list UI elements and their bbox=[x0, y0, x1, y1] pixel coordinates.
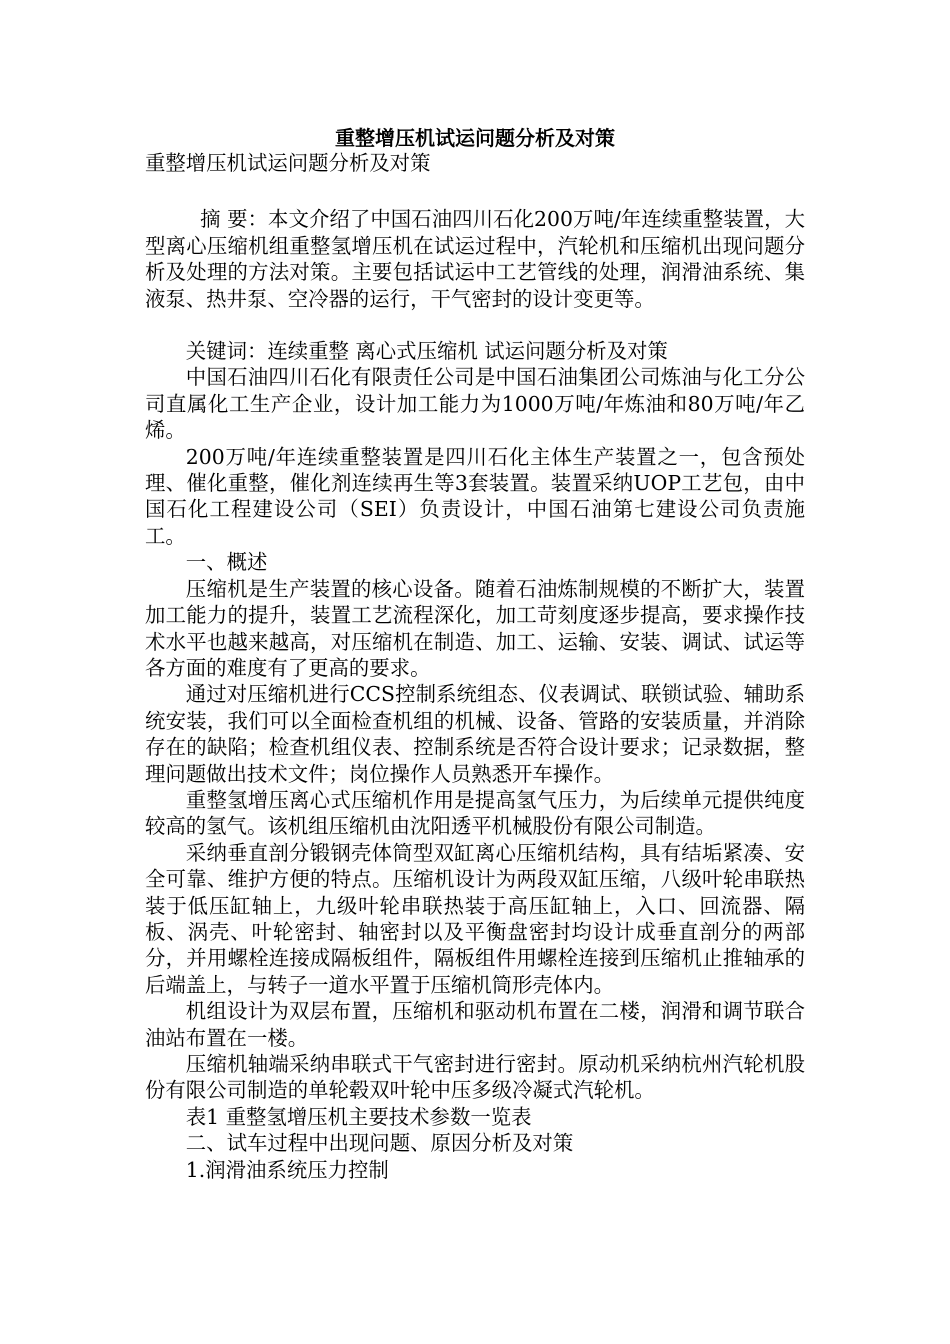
document-body bbox=[145, 150, 805, 1183]
body-paragraph: 机组设计为双层布置，压缩机和驱动机布置在二楼，润滑和调节联合油站布置在一楼。 bbox=[145, 999, 805, 1050]
document-title: 重整增压机试运问题分析及对策 bbox=[335, 126, 615, 150]
body-paragraph: 重整氢增压离心式压缩机作用是提高氢气压力，为后续单元提供纯度较高的氢气。该机组压缩机由沈阳透平机械股份有限公司制造。 bbox=[145, 787, 805, 839]
body-paragraph: 压缩机是生产装置的核心设备。随着石油炼制规模的不断扩大，装置加工能力的提升，装置工艺流程深化，加工苛刻度逐步提高，要求操作技术水平也越来越高，对压缩机在制造、加工、运输、安装、调试、试运等各方面的难度有了更高的要求。 bbox=[145, 576, 805, 680]
subsection-heading: 1.润滑油系统压力控制 bbox=[185, 1157, 389, 1182]
abstract-paragraph: 摘 要：本文介绍了中国石油四川石化200万吨/年连续重整装置，大型离心压缩机组重整氢增压机在试运过程中，汽轮机和压缩机出现问题分析及处理的方法对策。主要包括试运中工艺管线的处理，润滑油系统、集液泵、热井泵、空冷器的运行，干气密封的设计变更等。 bbox=[145, 207, 805, 311]
body-paragraph: 采纳垂直剖分锻钢壳体筒型双缸离心压缩机结构，具有结垢紧凑、安全可靠、维护方便的特点。压缩机设计为两段双缸压缩，八级叶轮串联热装于低压缸轴上，九级叶轮串联热装于高压缸轴上，入口、回流器、隔板、涡壳、叶轮密封、轴密封以及平衡盘密封均设计成垂直剖分的两部分，并用螺栓连接成隔板组件，隔板组件用螺栓连接到压缩机止推轴承的后端盖上，与转子一道水平置于压缩机筒形壳体内。 bbox=[145, 840, 805, 997]
section-heading: 一、概述 bbox=[185, 550, 268, 575]
body-paragraph: 通过对压缩机进行CCS控制系统组态、仪表调试、联锁试验、辅助系统安装，我们可以全面检查机组的机械、设备、管路的安装质量，并消除存在的缺陷；检查机组仪表、控制系统是否符合设计要求；记录数据，整理问题做出技术文件；岗位操作人员熟悉开车操作。 bbox=[145, 682, 805, 786]
body-paragraph: 200万吨/年连续重整装置是四川石化主体生产装置之一，包含预处理、催化重整，催化剂连续再生等3套装置。装置采纳UOP工艺包，由中国石化工程建设公司（SEI）负责设计，中国石油第七建设公司负责施工。 bbox=[145, 444, 805, 548]
body-paragraph: 压缩机轴端采纳串联式干气密封进行密封。原动机采纳杭州汽轮机股份有限公司制造的单轮毂双叶轮中压多级冷凝式汽轮机。 bbox=[145, 1052, 805, 1103]
document-subtitle: 重整增压机试运问题分析及对策 bbox=[145, 151, 431, 175]
table-caption: 表1 重整氢增压机主要技术参数一览表 bbox=[185, 1104, 532, 1129]
keywords-line: 关键词：连续重整 离心式压缩机 试运问题分析及对策 bbox=[185, 339, 668, 364]
body-paragraph: 中国石油四川石化有限责任公司是中国石油集团公司炼油与化工分公司直属化工生产企业，设计加工能力为1000万吨/年炼油和80万吨/年乙烯。 bbox=[145, 365, 805, 443]
section-heading: 二、试车过程中出现问题、原因分析及对策 bbox=[185, 1131, 574, 1156]
